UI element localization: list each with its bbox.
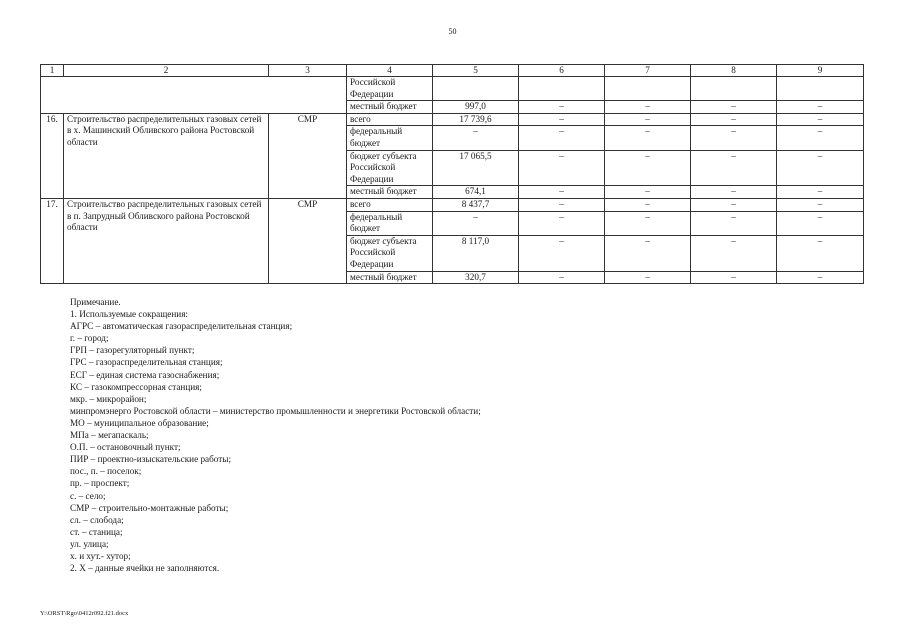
note-line: МПа – мегапаскаль; [70, 430, 149, 441]
funding-source-cell: Российской Федерации [347, 77, 433, 101]
year-value-cell: – [777, 198, 864, 211]
continuation-blank-cell [41, 77, 347, 114]
note-line: ГРП – газорегуляторный пункт; [70, 345, 195, 356]
column-header-9: 9 [777, 65, 864, 77]
empty-cell [433, 77, 519, 101]
year-value-cell: – [691, 235, 777, 271]
year-value-cell: – [777, 235, 864, 271]
note-line: СМР – строительно-монтажные работы; [70, 502, 229, 513]
column-header-1: 1 [41, 65, 64, 77]
year-value-cell: – [777, 150, 864, 186]
year-value-cell: – [605, 211, 691, 235]
year-value-cell: – [519, 271, 605, 284]
table-row [41, 198, 864, 211]
note-line: 1. Используемые сокращения: [70, 309, 188, 320]
year-value-cell: – [519, 126, 605, 150]
column-header-3: 3 [269, 65, 347, 77]
table-row [41, 77, 864, 101]
year-value-cell: – [691, 186, 777, 199]
note-line: х. и хут.- хутор; [70, 550, 131, 561]
empty-cell [605, 77, 691, 101]
year-value-cell: – [519, 235, 605, 271]
value-cell: 17 065,5 [433, 150, 519, 186]
empty-cell [691, 77, 777, 101]
year-value-cell: – [777, 101, 864, 114]
year-value-cell: – [777, 271, 864, 284]
table-body [41, 77, 864, 284]
column-header-5: 5 [433, 65, 519, 77]
value-cell: 997,0 [433, 101, 519, 114]
value-cell: 8 117,0 [433, 235, 519, 271]
column-header-7: 7 [605, 65, 691, 77]
header-row [41, 65, 864, 77]
year-value-cell: – [691, 198, 777, 211]
note-line: ст. – станица; [70, 526, 123, 537]
empty-cell [777, 77, 864, 101]
value-cell: 320,7 [433, 271, 519, 284]
value-cell: 674,1 [433, 186, 519, 199]
funding-source-cell: местный бюджет [347, 101, 433, 114]
column-header-4: 4 [347, 65, 433, 77]
note-line: О.П. – остановочный пункт; [70, 442, 181, 453]
column-header-2: 2 [64, 65, 269, 77]
note-line: АГРС – автоматическая газораспределительная станция; [70, 321, 293, 332]
note-line: ул. улица; [70, 538, 109, 549]
work-type-cell: СМР [269, 198, 347, 283]
funding-source-cell: бюджет субъекта Российской Федерации [347, 150, 433, 186]
year-value-cell: – [691, 150, 777, 186]
row-number-cell: 16. [41, 113, 64, 198]
column-header-8: 8 [691, 65, 777, 77]
year-value-cell: – [777, 126, 864, 150]
year-value-cell: – [519, 113, 605, 126]
funding-source-cell: всего [347, 113, 433, 126]
page-number: 50 [448, 27, 457, 36]
note-line: минпромэнерго Ростовской области – министерство промышленности и энергетики Ростовской области; [70, 405, 481, 416]
budget-table [40, 64, 864, 284]
notes-heading: Примечание. [70, 297, 121, 307]
table-row [41, 113, 864, 126]
year-value-cell: – [691, 271, 777, 284]
year-value-cell: – [777, 186, 864, 199]
empty-cell [519, 77, 605, 101]
column-header-6: 6 [519, 65, 605, 77]
note-line: сл. – слобода; [70, 514, 124, 525]
year-value-cell: – [519, 211, 605, 235]
year-value-cell: – [519, 150, 605, 186]
value-cell: 17 739,6 [433, 113, 519, 126]
value-cell: – [433, 126, 519, 150]
year-value-cell: – [605, 186, 691, 199]
note-line: ГРС – газораспределительная станция; [70, 357, 223, 368]
year-value-cell: – [605, 101, 691, 114]
table-header [41, 65, 864, 77]
year-value-cell: – [605, 271, 691, 284]
funding-source-cell: федеральный бюджет [347, 126, 433, 150]
note-line: с. – село; [70, 490, 106, 501]
year-value-cell: – [519, 101, 605, 114]
year-value-cell: – [605, 113, 691, 126]
year-value-cell: – [691, 126, 777, 150]
note-line: ПИР – проектно-изыскательские работы; [70, 454, 232, 465]
year-value-cell: – [605, 198, 691, 211]
note-line: мкр. – микрорайон; [70, 393, 147, 404]
value-cell: – [433, 211, 519, 235]
work-type-cell: СМР [269, 113, 347, 198]
row-number-cell: 17. [41, 198, 64, 283]
year-value-cell: – [691, 211, 777, 235]
note-line: 2. Х – данные ячейки не заполняются. [70, 563, 220, 574]
year-value-cell: – [777, 211, 864, 235]
year-value-cell: – [519, 198, 605, 211]
project-name-cell: Строительство распределительных газовых сетей в п. Запрудный Обливского района Ростовской области [64, 198, 269, 283]
funding-source-cell: местный бюджет [347, 271, 433, 284]
year-value-cell: – [605, 235, 691, 271]
note-line: КС – газокомпрессорная станция; [70, 381, 202, 392]
year-value-cell: – [691, 101, 777, 114]
funding-source-cell: бюджет субъекта Российской Федерации [347, 235, 433, 271]
notes-section [70, 296, 850, 574]
funding-source-cell: местный бюджет [347, 186, 433, 199]
year-value-cell: – [691, 113, 777, 126]
note-line: пр. – проспект; [70, 478, 130, 489]
year-value-cell: – [777, 113, 864, 126]
year-value-cell: – [519, 186, 605, 199]
year-value-cell: – [605, 150, 691, 186]
year-value-cell: – [605, 126, 691, 150]
note-line: г. – город; [70, 333, 109, 344]
note-line: ЕСГ – единая система газоснабжения; [70, 369, 220, 380]
funding-source-cell: федеральный бюджет [347, 211, 433, 235]
project-name-cell: Строительство распределительных газовых сетей в х. Машинский Обливского района Ростовской области [64, 113, 269, 198]
footer-file-path: Y:\ORST\Rgo\0412r092.f21.docx [40, 610, 129, 617]
note-line: МО – муниципальное образование; [70, 417, 209, 428]
funding-source-cell: всего [347, 198, 433, 211]
value-cell: 8 437,7 [433, 198, 519, 211]
note-line: пос., п. – поселок; [70, 466, 142, 477]
